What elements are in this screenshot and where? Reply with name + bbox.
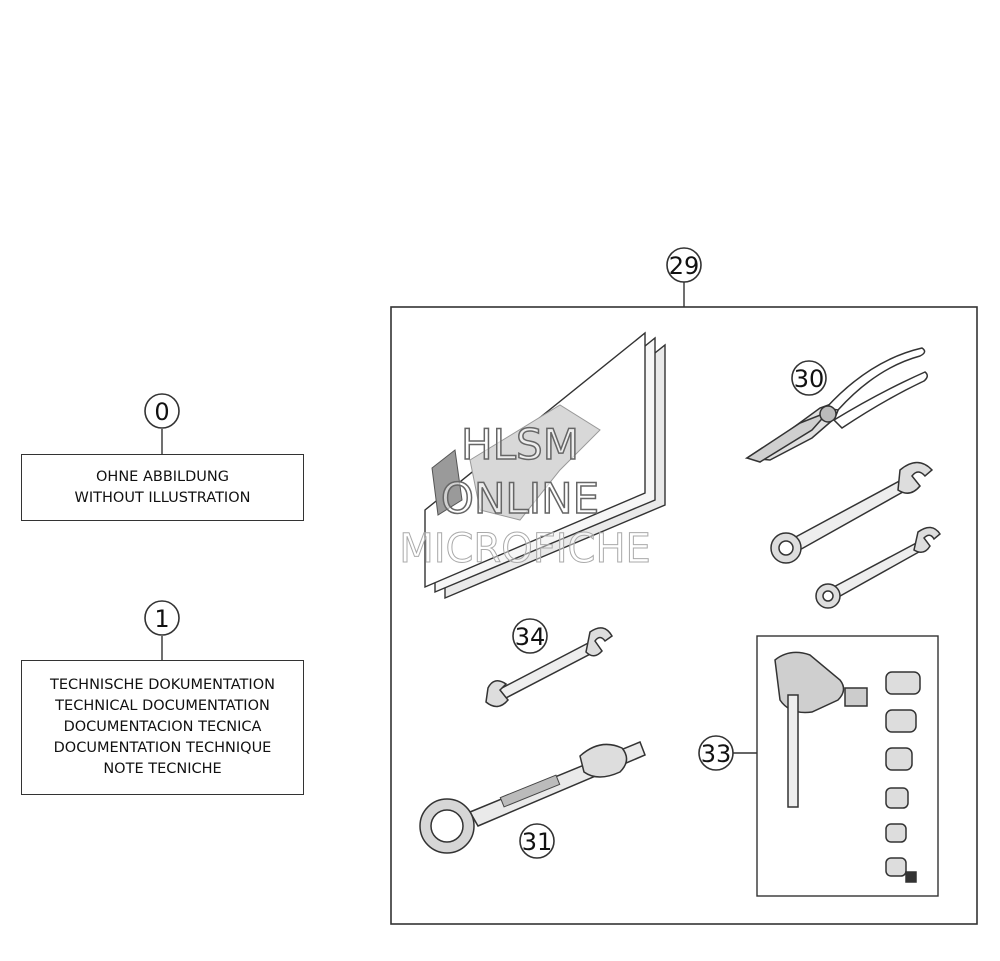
open-end-wrench-icon — [486, 628, 612, 707]
box-0-line-2: WITHOUT ILLUSTRATION — [74, 489, 251, 506]
callout-29 — [667, 248, 701, 282]
box-1-line-3: DOCUMENTACION TECNICA — [63, 719, 262, 735]
callout-0-label: 0 — [154, 398, 170, 426]
callout-30 — [792, 361, 826, 395]
watermark-line-3: MICROFICHE — [399, 526, 651, 572]
technical-documentation-box — [21, 660, 304, 795]
box-1-line-1: TECHNISCHE DOKUMENTATION — [50, 677, 275, 693]
callout-1 — [145, 601, 179, 635]
box-0-line-1: OHNE ABBILDUNG — [96, 468, 229, 485]
combination-wrench-icon — [816, 527, 940, 608]
box-1-line-2: TECHNICAL DOCUMENTATION — [55, 698, 270, 714]
callout-31-label: 31 — [521, 828, 553, 856]
box-1-line-4: DOCUMENTATION TECHNIQUE — [53, 740, 272, 756]
watermark-line-1: HLSM — [461, 420, 579, 469]
callout-33 — [699, 736, 733, 770]
t-handle-socket-set-icon — [775, 652, 920, 882]
callout-29-label: 29 — [668, 252, 700, 280]
callout-1-label: 1 — [154, 605, 170, 633]
callout-34-label: 34 — [514, 623, 546, 651]
callout-34 — [513, 619, 547, 653]
callout-30-label: 30 — [793, 365, 825, 393]
pliers-icon — [747, 348, 927, 462]
watermark-line-2: ONLINE — [440, 474, 600, 523]
callout-31 — [520, 824, 554, 858]
box-1-line-5: NOTE TECNICHE — [103, 761, 222, 777]
without-illustration-box — [21, 454, 304, 521]
callout-0 — [145, 394, 179, 428]
callout-33-label: 33 — [700, 740, 732, 768]
